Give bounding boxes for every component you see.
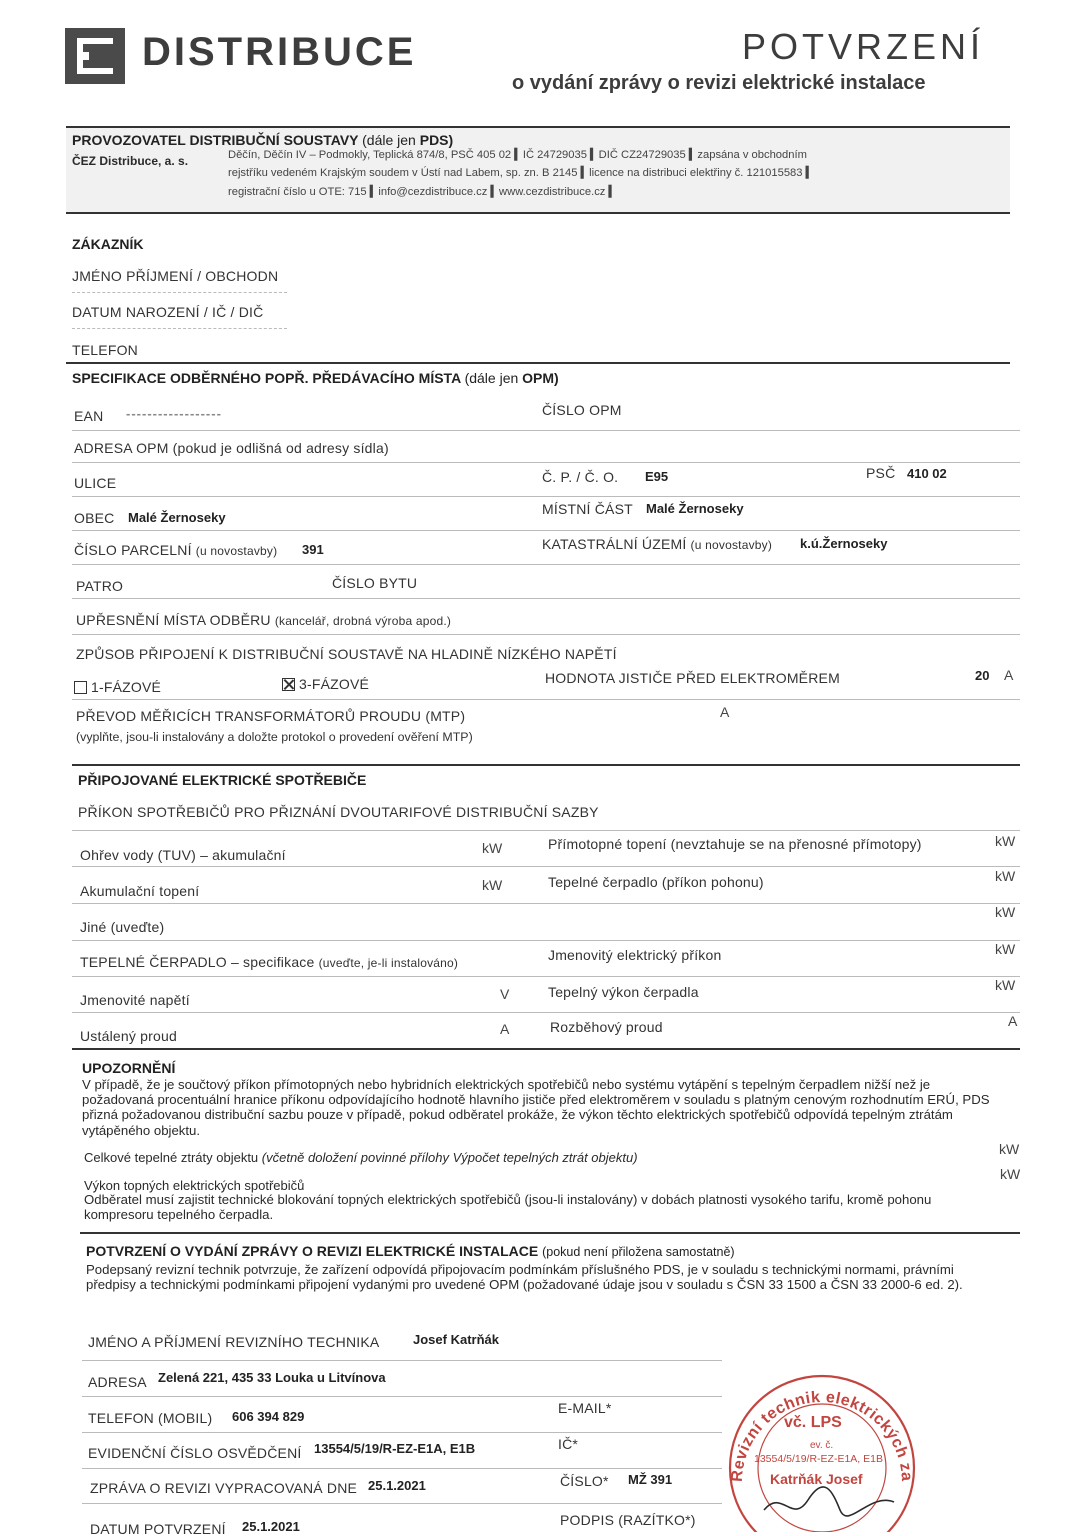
technician-name-label: JMÉNO A PŘÍJMENÍ REVIZNÍHO TECHNIKA bbox=[88, 1334, 380, 1350]
confirmation-text: Podepsaný revizní technik potvrzuje, že zařízení odpovídá připojovacím podmínkám příslušného PDS, je v souladu s technickými normami, právními předpisy a technickými podmínkami připojení vydanými pro uvedené OPM (požadované údaje jsou v souladu s ČSN 33 1500 a ČSN 33 2000-6 ed. 2). bbox=[86, 1262, 963, 1293]
revision-technician-stamp bbox=[722, 1360, 918, 1532]
other-unit: kW bbox=[995, 904, 1016, 920]
heat-losses-unit: kW bbox=[999, 1141, 1020, 1157]
startup-current-label: Rozběhový proud bbox=[550, 1019, 663, 1035]
pds-heading: PROVOZOVATEL DISTRIBUČNÍ SOUSTAVY (dále jen PDS) bbox=[72, 132, 454, 148]
stamp-ring-text: Revizní technik elektrických za bbox=[728, 1388, 916, 1483]
customer-heading: ZÁKAZNÍK bbox=[72, 236, 144, 252]
other-label: Jiné (uveďte) bbox=[80, 919, 165, 935]
pds-line-1: Děčín, Děčín IV – Podmokly, Teplická 874/8, PSČ 405 02 ▍IČ 24729035 ▍DIČ CZ24729035 ▍zapsána v obchodním bbox=[228, 149, 807, 161]
steady-current-label: Ustálený proud bbox=[80, 1028, 177, 1044]
city-label: OBEC bbox=[74, 510, 115, 526]
number-label: ČÍSLO* bbox=[560, 1473, 609, 1489]
cp-label: Č. P. / Č. O. bbox=[542, 469, 619, 485]
heat-pump-drive-label: Tepelné čerpadlo (příkon pohonu) bbox=[548, 874, 764, 890]
email-label: E-MAIL* bbox=[558, 1400, 612, 1416]
ean-label: EAN bbox=[74, 408, 104, 424]
blocking-text: Odběratel musí zajistit technické blokování topných elektrických spotřebičů (jsou-li instalovány) v dobách platnosti vysokého tarifu, kromě pohonu kompresoru tepelného čerpadla. bbox=[84, 1192, 932, 1223]
psc-label: PSČ bbox=[866, 465, 896, 481]
logo-text: DISTRIBUCE bbox=[142, 30, 417, 74]
technician-name-value: Josef Katrňák bbox=[413, 1332, 499, 1347]
water-heating-label: Ohřev vody (TUV) – akumulační bbox=[80, 847, 286, 863]
rated-power-unit: kW bbox=[995, 941, 1016, 957]
document-title: POTVRZENÍ bbox=[742, 26, 985, 67]
ean-value: ------------------ bbox=[126, 406, 222, 421]
appliances-heading: PŘIPOJOVANÉ ELEKTRICKÉ SPOTŘEBIČE bbox=[78, 772, 367, 788]
confirmation-heading: POTVRZENÍ O VYDÁNÍ ZPRÁVY O REVIZI ELEKTRICKÉ INSTALACE (pokud není přiložena samostatně) bbox=[86, 1243, 735, 1259]
report-date-value: 25.1.2021 bbox=[368, 1478, 426, 1493]
technician-address-value: Zelená 221, 435 33 Louka u Litvínova bbox=[158, 1370, 386, 1385]
cp-value: E95 bbox=[645, 469, 669, 484]
heating-power-label: Výkon topných elektrických spotřebičů bbox=[84, 1178, 305, 1193]
steady-current-unit: A bbox=[500, 1021, 510, 1037]
breaker-label: HODNOTA JISTIČE PŘED ELEKTROMĚREM bbox=[545, 670, 840, 686]
technician-phone-label: TELEFON (MOBIL) bbox=[88, 1410, 213, 1426]
breaker-value: 20 bbox=[975, 668, 990, 683]
psc-value: 410 02 bbox=[907, 466, 947, 481]
city-value: Malé Žernoseky bbox=[128, 510, 226, 525]
stamp-name: Katrňák Josef bbox=[770, 1471, 863, 1487]
pds-line-3: registrační číslo u OTE: 715 ▍info@cezdistribuce.cz ▍www.cezdistribuce.cz ▍ bbox=[228, 186, 618, 198]
cadastre-value: k.ú.Žernoseky bbox=[800, 536, 888, 551]
certificate-value: 13554/5/19/R-EZ-E1A, E1B bbox=[314, 1441, 476, 1456]
mtp-note: (vyplňte, jsou-li instalovány a doložte protokol o provedení ověření MTP) bbox=[76, 730, 473, 744]
confirmation-date-value: 25.1.2021 bbox=[242, 1519, 300, 1534]
stamp-ev-label: ev. č. bbox=[810, 1440, 834, 1451]
opm-heading: SPECIFIKACE ODBĚRNÉHO POPŘ. PŘEDÁVACÍHO MÍSTA (dále jen OPM) bbox=[72, 370, 559, 386]
customer-name-label: JMÉNO PŘÍJMENÍ / OBCHODN bbox=[72, 268, 279, 284]
technician-phone-value: 606 394 829 bbox=[232, 1409, 305, 1424]
place-spec-label: UPŘESNĚNÍ MÍSTA ODBĚRU (kancelář, drobná výroba apod.) bbox=[76, 612, 452, 628]
report-date-label: ZPRÁVA O REVIZI VYPRACOVANÁ DNE bbox=[90, 1480, 358, 1496]
mtp-label: PŘEVOD MĚŘICÍCH TRANSFORMÁTORŮ PROUDU (MTP) bbox=[76, 708, 466, 724]
parcel-value: 391 bbox=[302, 542, 324, 557]
heat-output-unit: kW bbox=[995, 977, 1016, 993]
signature-scribble-icon bbox=[764, 1487, 894, 1516]
local-part-value: Malé Žernoseky bbox=[646, 501, 744, 516]
breaker-unit: A bbox=[1004, 667, 1014, 683]
heat-pump-drive-unit: kW bbox=[995, 868, 1016, 884]
phase-1-option[interactable]: 1-FÁZOVÉ bbox=[74, 679, 161, 695]
warning-text: V případě, že je součtový příkon přímotopných nebo hybridních elektrických spotřebičů nebo systému vytápění s tepelným čerpadlem nižší než je požadovaná procentuální hranice příkonu odpovídajícího hodnotě hlavního jističe před elektroměrem v souladu s platným cenovým rozhodnutím ERÚ, PDS přizná požadovanou distribuční sazbu pouze v případě, pokud odběratel prokáže, že výkon těchto elektrických spotřebičů odpovídá tepelným ztrátám vytápěného objektu. bbox=[82, 1077, 990, 1138]
checkbox-1-phase[interactable] bbox=[74, 681, 87, 694]
ic-label: IČ* bbox=[558, 1436, 579, 1452]
heat-losses-label: Celkové tepelné ztráty objektu (včetně doložení povinné přílohy Výpočet tepelných ztrát objektu) bbox=[84, 1150, 638, 1165]
street-label: ULICE bbox=[74, 475, 117, 491]
opm-address-label: ADRESA OPM (pokud je odlišná od adresy sídla) bbox=[74, 440, 389, 456]
parcel-label: ČÍSLO PARCELNÍ (u novostavby) bbox=[74, 542, 278, 558]
startup-current-unit: A bbox=[1008, 1013, 1018, 1029]
heat-output-label: Tepelný výkon čerpadla bbox=[548, 984, 699, 1000]
stamp-type: vč. LPS bbox=[784, 1414, 842, 1431]
certificate-label: EVIDENČNÍ ČÍSLO OSVĚDČENÍ bbox=[88, 1445, 302, 1461]
phase-3-option[interactable]: 3-FÁZOVÉ bbox=[282, 676, 369, 692]
customer-phone-label: TELEFON bbox=[72, 342, 138, 358]
confirmation-date-label: DATUM POTVRZENÍ bbox=[90, 1521, 226, 1536]
pds-company: ČEZ Distribuce, a. s. bbox=[72, 154, 189, 168]
checkbox-3-phase-checked[interactable] bbox=[282, 678, 295, 691]
flat-label: ČÍSLO BYTU bbox=[332, 575, 418, 591]
technician-address-label: ADRESA bbox=[88, 1374, 147, 1390]
direct-heating-label: Přímotopné topení (nevztahuje se na přenosné přímotopy) bbox=[548, 836, 922, 852]
heating-power-unit: kW bbox=[1000, 1166, 1021, 1182]
voltage-label: Jmenovité napětí bbox=[80, 992, 190, 1008]
floor-label: PATRO bbox=[76, 578, 124, 594]
water-heating-unit: kW bbox=[482, 840, 503, 856]
connection-label: ZPŮSOB PŘIPOJENÍ K DISTRIBUČNÍ SOUSTAVĚ NA HLADINĚ NÍZKÉHO NAPĚTÍ bbox=[76, 646, 617, 662]
local-part-label: MÍSTNÍ ČÁST bbox=[542, 501, 633, 517]
signature-label: PODPIS (RAZÍTKO*) bbox=[560, 1512, 696, 1528]
warning-heading: UPOZORNĚNÍ bbox=[82, 1060, 176, 1076]
accumulation-heating-unit: kW bbox=[482, 877, 503, 893]
pds-line-2: rejstříku vedeném Krajským soudem v Ústí nad Labem, sp. zn. B 2145 ▍licence na distribuci elektřiny č. 121015583 ▍ bbox=[228, 167, 815, 179]
stamp-ev-value: 13554/5/19/R-EZ-E1A, E1B bbox=[754, 1453, 883, 1465]
direct-heating-unit: kW bbox=[995, 833, 1016, 849]
opm-number-label: ČÍSLO OPM bbox=[542, 402, 622, 418]
customer-birth-label: DATUM NAROZENÍ / IČ / DIČ bbox=[72, 304, 264, 320]
rated-power-label: Jmenovitý elektrický příkon bbox=[548, 947, 722, 963]
tariff-label: PŘÍKON SPOTŘEBIČŮ PRO PŘIZNÁNÍ DVOUTARIFOVÉ DISTRIBUČNÍ SAZBY bbox=[78, 804, 599, 820]
cez-logo-icon bbox=[65, 28, 125, 84]
number-value: MŽ 391 bbox=[628, 1472, 673, 1487]
voltage-unit: V bbox=[500, 986, 510, 1002]
accumulation-heating-label: Akumulační topení bbox=[80, 883, 200, 899]
mtp-unit: A bbox=[720, 704, 730, 720]
document-subtitle: o vydání zprávy o revizi elektrické instalace bbox=[512, 72, 926, 94]
cadastre-label: KATASTRÁLNÍ ÚZEMÍ (u novostavby) bbox=[542, 536, 773, 552]
heat-pump-spec-label: TEPELNÉ ČERPADLO – specifikace (uveďte, je-li instalováno) bbox=[80, 954, 459, 970]
